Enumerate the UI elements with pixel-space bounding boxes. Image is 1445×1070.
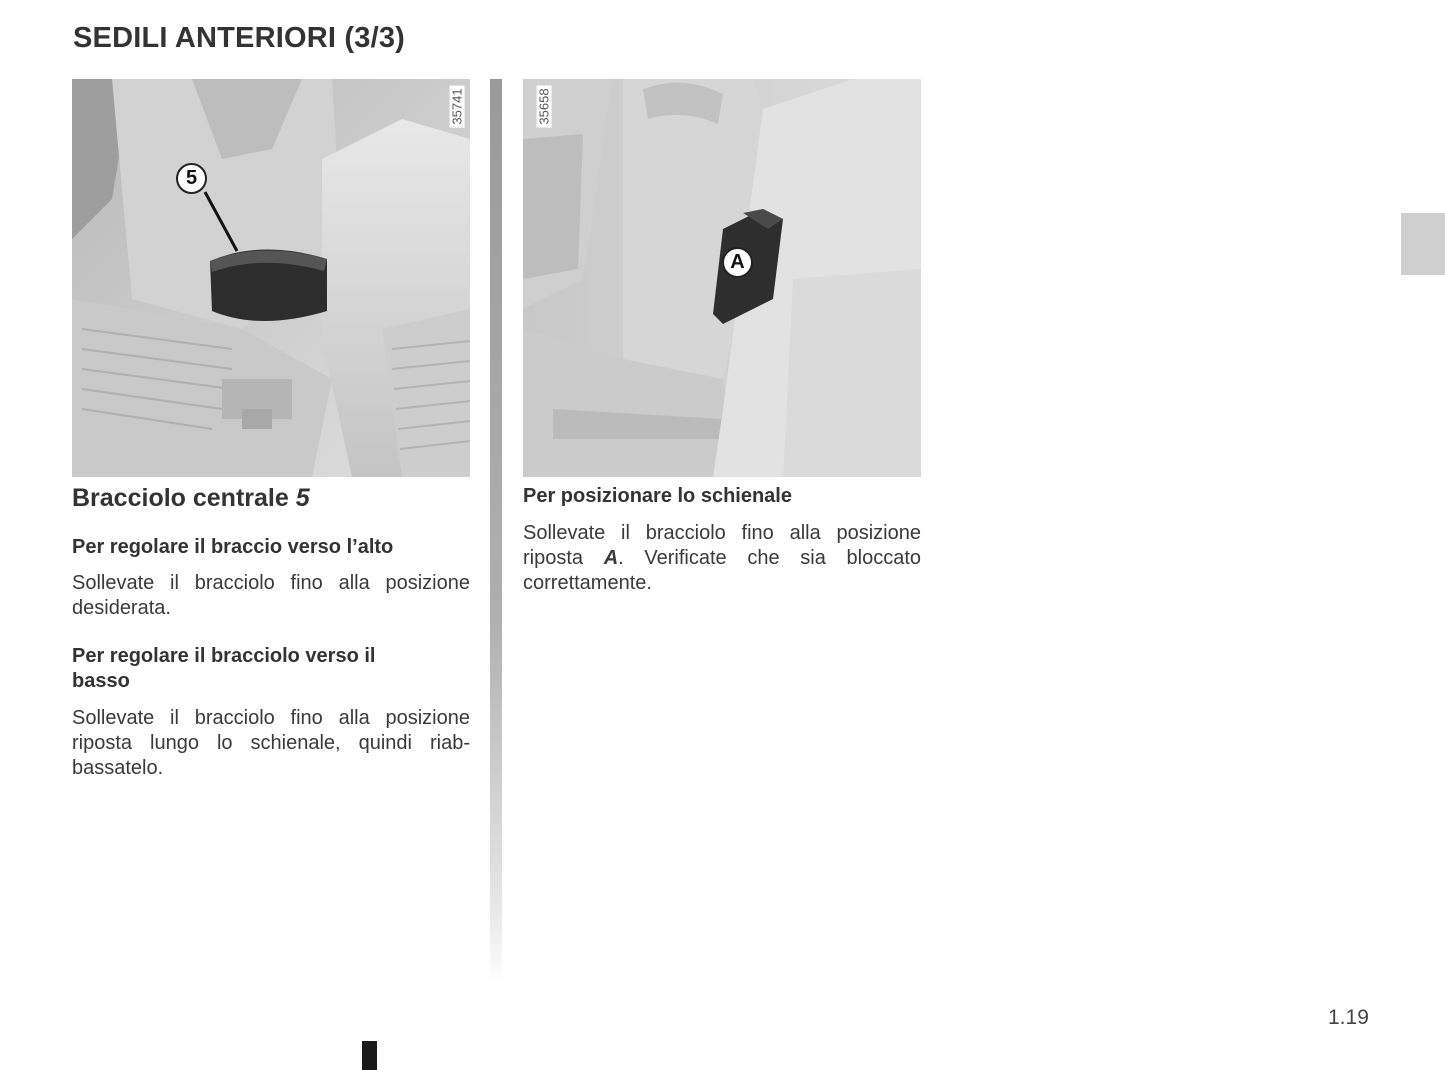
callout-a: A bbox=[722, 247, 753, 278]
page-title: SEDILI ANTERIORI (3/3) bbox=[73, 22, 406, 54]
section-title-ref: 5 bbox=[295, 484, 310, 512]
image-ref-code: 35658 bbox=[537, 85, 552, 127]
print-mark bbox=[362, 1041, 377, 1070]
paragraph-raise-armrest: Sollevate il bracciolo fino alla posizione desiderata. bbox=[72, 572, 470, 619]
seatback-photo bbox=[523, 79, 921, 477]
image-ref-code: 35741 bbox=[450, 85, 465, 127]
section-title bbox=[72, 484, 310, 513]
subheading-raise-armrest: Per regolare il braccio verso l’alto bbox=[72, 536, 394, 558]
callout-5: 5 bbox=[176, 163, 207, 194]
paragraph-position-seatback bbox=[523, 521, 921, 596]
subheading-lower-armrest: Per regolare il bracciolo verso il basso bbox=[72, 645, 376, 692]
subheading-position-seatback: Per posizionare lo schienale bbox=[523, 485, 792, 507]
section-title-text: Bracciolo centrale bbox=[72, 484, 289, 512]
armrest-photo bbox=[72, 79, 470, 477]
paragraph-text-after: . Verificate che sia bloccato correttamente. bbox=[523, 547, 922, 594]
armrest-photo-illustration bbox=[72, 79, 470, 477]
paragraph-text-before: Sollevate il bracciolo fino alla posizione riposta bbox=[523, 522, 921, 569]
seatback-photo-illustration bbox=[523, 79, 921, 477]
chapter-tab bbox=[1401, 213, 1445, 275]
page-number: 1.19 bbox=[1328, 1006, 1369, 1029]
paragraph-lower-armrest: Sollevate il bracciolo fino alla posizione riposta lungo lo schienale, quindi riab-bassatelo. bbox=[72, 707, 470, 779]
column-divider bbox=[490, 79, 502, 984]
paragraph-ref-a: A bbox=[603, 547, 619, 569]
